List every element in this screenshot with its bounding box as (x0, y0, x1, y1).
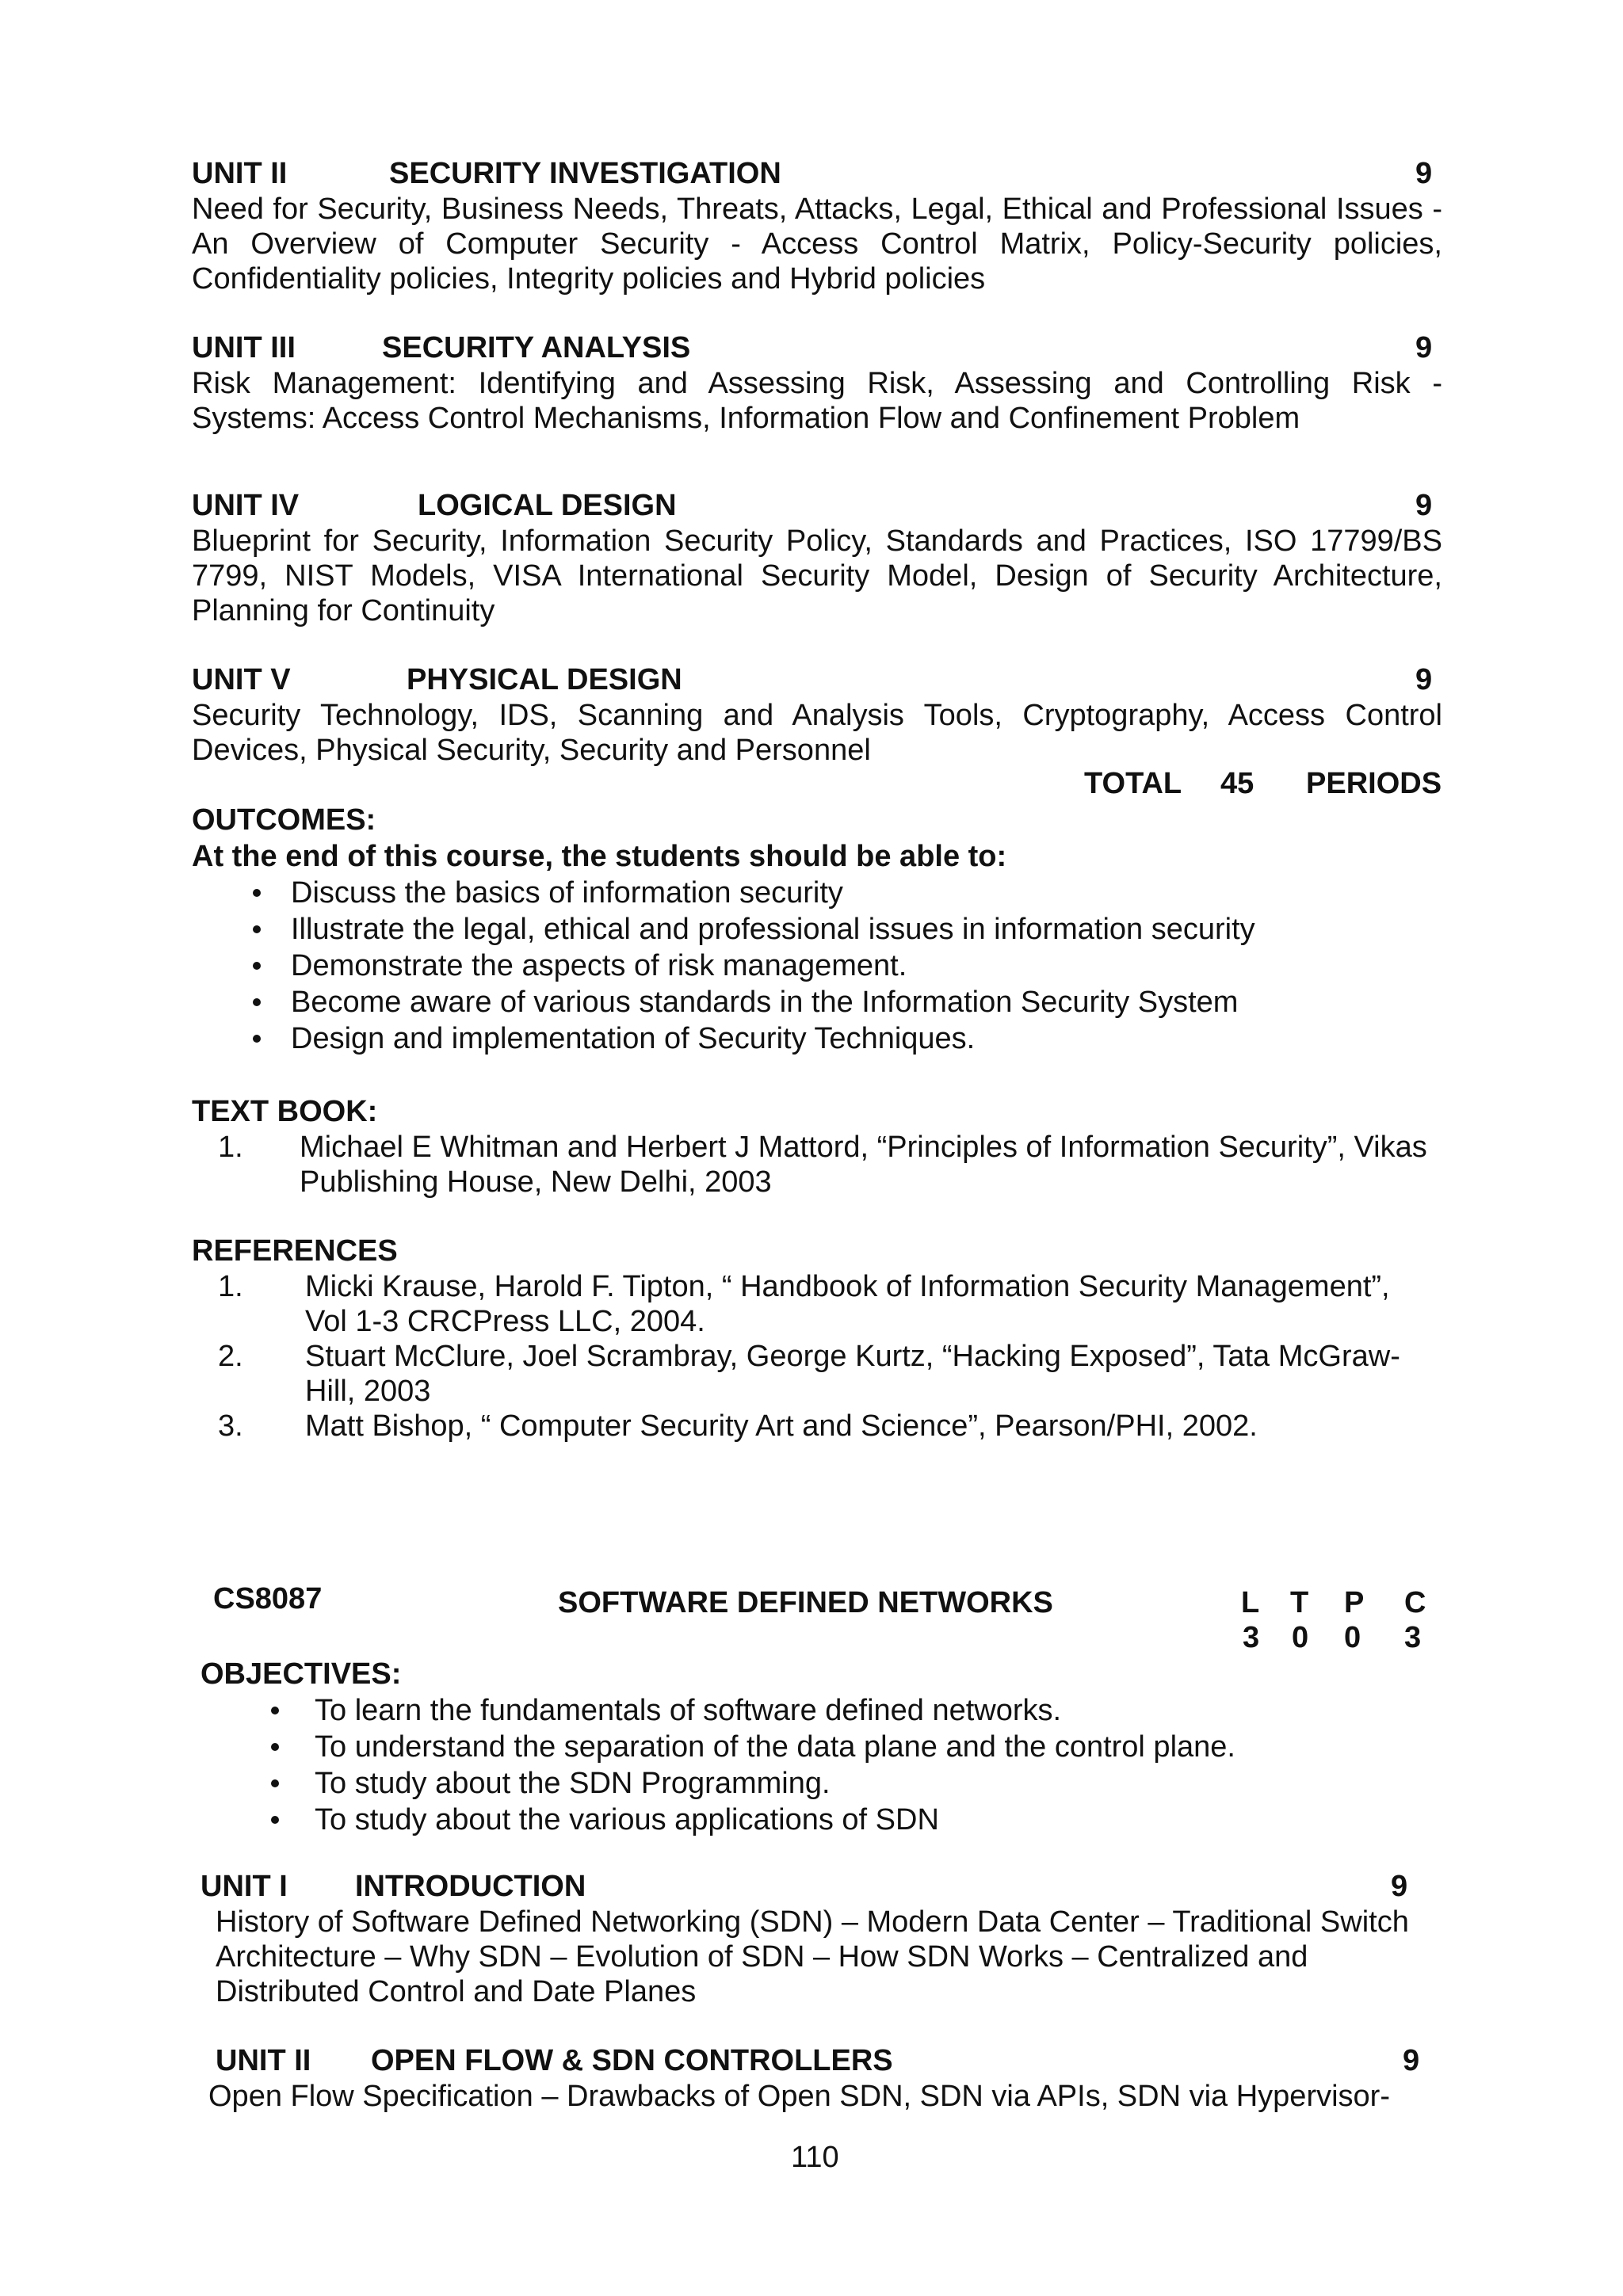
ltpc-value-p: 0 (1344, 1621, 1361, 1654)
item-number: 2. (218, 1340, 243, 1373)
list-item (192, 1802, 1444, 1838)
list-item (218, 1409, 1454, 1444)
item-text: Stuart McClure, Joel Scrambray, George Kurtz, “Hacking Exposed”, Tata McGraw- (305, 1340, 1400, 1373)
list-item-text: Demonstrate the aspects of risk management. (291, 949, 907, 982)
list-item (192, 1765, 1444, 1802)
unit-hours: 9 (1415, 331, 1433, 364)
item-text: Publishing House, New Delhi, 2003 (300, 1165, 772, 1199)
bullet-icon (271, 1816, 279, 1824)
list-item (218, 1269, 1454, 1339)
unit-heading (216, 2042, 1452, 2079)
item-text: Michael E Whitman and Herbert J Mattord, “Principles of Information Security”, Vikas (300, 1131, 1427, 1164)
unit-content (192, 366, 1442, 436)
unit-title: SECURITY ANALYSIS (382, 331, 691, 364)
unit-hours: 9 (1415, 489, 1433, 522)
objectives-list (192, 1692, 1444, 1838)
unit-heading (200, 1868, 1437, 1905)
unit-heading (192, 487, 1444, 524)
bullet-icon (253, 962, 261, 970)
item-number: 3. (218, 1409, 243, 1443)
unit-number: UNIT IV (192, 489, 300, 522)
ltpc-label-c: C (1404, 1586, 1426, 1619)
content-line: Confidentiality policies, Integrity policies and Hybrid policies (192, 262, 986, 296)
unit-hours: 9 (1403, 2044, 1420, 2077)
list-item-text: Become aware of various standards in the Information Security System (291, 986, 1239, 1019)
ltpc-label-t: T (1290, 1586, 1309, 1619)
list-item (192, 1020, 1444, 1057)
objectives-heading: OBJECTIVES: (200, 1657, 402, 1691)
content-line: Architecture – Why SDN – Evolution of SDN – How SDN Works – Centralized and (216, 1940, 1308, 1974)
content-line: History of Software Defined Networking (SDN) – Modern Data Center – Traditional Switch (216, 1905, 1409, 1939)
list-item-text: Discuss the basics of information security (291, 876, 843, 910)
ltpc-table (1236, 1585, 1442, 1657)
unit-number: UNIT II (216, 2044, 311, 2077)
list-item-text: Illustrate the legal, ethical and professional issues in information security (291, 913, 1255, 946)
unit-heading (192, 330, 1444, 366)
references-list (218, 1269, 1454, 1444)
bullet-icon (253, 1035, 261, 1043)
textbook-list (218, 1130, 1454, 1199)
course-code: CS8087 (213, 1582, 323, 1615)
list-item (192, 911, 1444, 948)
unit-number: UNIT V (192, 663, 291, 696)
ltpc-label-l: L (1241, 1586, 1260, 1619)
list-item (192, 1729, 1444, 1765)
outcomes-list (192, 875, 1444, 1057)
total-label: TOTAL (1084, 767, 1182, 800)
unit-title: PHYSICAL DESIGN (407, 663, 682, 696)
list-item (218, 1130, 1454, 1199)
unit-hours: 9 (1415, 663, 1433, 696)
unit-hours: 9 (1415, 157, 1433, 190)
total-value: 45 (1220, 767, 1254, 800)
content-line: Planning for Continuity (192, 594, 495, 627)
course-title: SOFTWARE DEFINED NETWORKS (558, 1586, 1053, 1619)
textbook-heading: TEXT BOOK: (192, 1095, 378, 1128)
unit-heading (192, 662, 1444, 698)
content-line: Systems: Access Control Mechanisms, Information Flow and Confinement Problem (192, 402, 1300, 435)
list-item-text: To study about the various applications of SDN (315, 1803, 939, 1836)
content-line: Blueprint for Security, Information Security Policy, Standards and Practices, ISO 17799/BS (192, 524, 1442, 558)
unit-content (192, 524, 1442, 628)
unit-number: UNIT III (192, 331, 296, 364)
outcomes-heading: OUTCOMES: (192, 803, 376, 837)
content-line: Security Technology, IDS, Scanning and Analysis Tools, Cryptography, Access Control (192, 699, 1442, 732)
references-heading: REFERENCES (192, 1234, 398, 1268)
item-number: 1. (218, 1131, 243, 1164)
unit-title: OPEN FLOW & SDN CONTROLLERS (371, 2044, 893, 2077)
list-item (218, 1339, 1454, 1409)
ltpc-value-t: 0 (1292, 1621, 1309, 1654)
unit-content (216, 1905, 1420, 2009)
unit-title: LOGICAL DESIGN (418, 489, 677, 522)
outcomes-intro: At the end of this course, the students should be able to: (192, 840, 1007, 873)
content-line: Open Flow Specification – Drawbacks of Open SDN, SDN via APIs, SDN via Hypervisor- (208, 2080, 1390, 2113)
content-line: Distributed Control and Date Planes (216, 1975, 697, 2008)
content-line: 7799, NIST Models, VISA International Security Model, Design of Security Architecture, (192, 559, 1442, 593)
content-line: Risk Management: Identifying and Assessing Risk, Assessing and Controlling Risk - (192, 367, 1442, 400)
list-item (192, 948, 1444, 984)
item-text: Micki Krause, Harold F. Tipton, “ Handbook of Information Security Management”, (305, 1270, 1390, 1303)
unit-heading (192, 155, 1444, 192)
page-number: 110 (791, 2141, 839, 2174)
list-item (192, 984, 1444, 1020)
unit-content (192, 192, 1442, 296)
ltpc-value-l: 3 (1243, 1621, 1260, 1654)
list-item-text: To understand the separation of the data plane and the control plane. (315, 1730, 1235, 1764)
content-line: An Overview of Computer Security - Access Control Matrix, Policy-Security policies, (192, 227, 1442, 261)
bullet-icon (253, 925, 261, 933)
bullet-icon (253, 889, 261, 897)
bullet-icon (271, 1707, 279, 1714)
item-text: Matt Bishop, “ Computer Security Art and Science”, Pearson/PHI, 2002. (305, 1409, 1258, 1443)
total-unit: PERIODS (1306, 767, 1442, 800)
content-line: Devices, Physical Security, Security and Personnel (192, 734, 871, 767)
bullet-icon (271, 1779, 279, 1787)
ltpc-value-c: 3 (1404, 1621, 1422, 1654)
unit-number: UNIT II (192, 157, 288, 190)
list-item-text: Design and implementation of Security Techniques. (291, 1022, 976, 1055)
bullet-icon (271, 1743, 279, 1751)
item-text: Vol 1-3 CRCPress LLC, 2004. (305, 1305, 705, 1338)
list-item (192, 875, 1444, 911)
unit-title: INTRODUCTION (355, 1870, 586, 1903)
unit-hours: 9 (1391, 1870, 1408, 1903)
item-number: 1. (218, 1270, 243, 1303)
item-text: Hill, 2003 (305, 1375, 431, 1408)
unit-content (208, 2079, 1429, 2114)
content-line: Need for Security, Business Needs, Threats, Attacks, Legal, Ethical and Professional Issues - (192, 193, 1442, 226)
list-item (192, 1692, 1444, 1729)
unit-number: UNIT I (200, 1870, 288, 1903)
list-item-text: To study about the SDN Programming. (315, 1767, 831, 1800)
ltpc-label-p: P (1344, 1586, 1365, 1619)
unit-title: SECURITY INVESTIGATION (389, 157, 781, 190)
bullet-icon (253, 998, 261, 1006)
unit-content (192, 698, 1442, 768)
list-item-text: To learn the fundamentals of software defined networks. (315, 1694, 1062, 1727)
